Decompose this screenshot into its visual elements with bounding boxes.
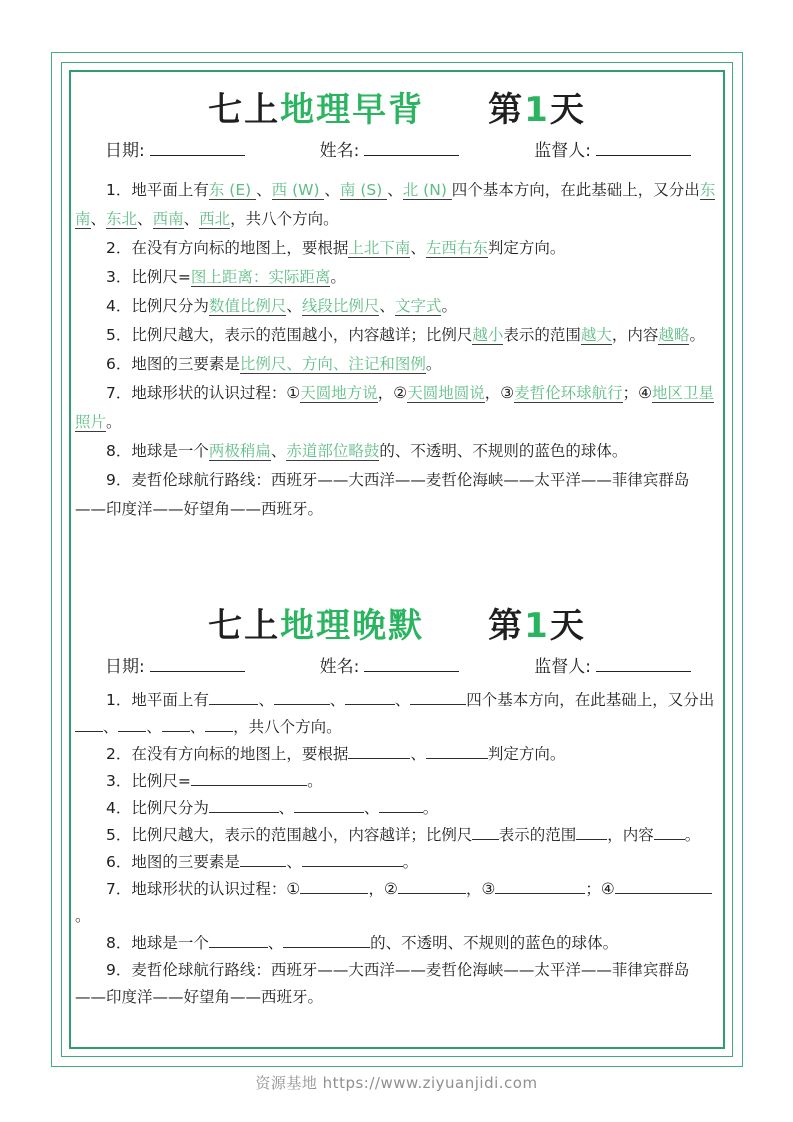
key-term: 线段比例尺 — [301, 297, 380, 316]
item-text: ，共八个方向。 — [233, 718, 342, 737]
fill-in-blank[interactable] — [191, 771, 307, 786]
item-text: 。 — [106, 413, 122, 432]
item-text: 、 — [286, 853, 302, 872]
item-text: 、 — [90, 210, 107, 229]
section-title — [75, 88, 719, 132]
item-text: ，内容 — [607, 826, 654, 845]
fill-in-blank[interactable] — [118, 717, 146, 732]
fill-in-blank[interactable] — [410, 690, 466, 705]
fill-in-blank[interactable] — [398, 879, 466, 894]
fill-in-blank[interactable] — [75, 717, 103, 732]
fill-in-blank[interactable] — [495, 879, 585, 894]
item-text: 、 — [256, 181, 272, 200]
section-evening-dictation — [75, 604, 719, 1011]
list-item — [75, 321, 719, 350]
title-day — [488, 604, 586, 648]
supervisor-blank-line[interactable] — [596, 659, 691, 672]
item-text: 。 — [425, 355, 442, 374]
item-list-morning — [75, 176, 719, 524]
fill-in-blank[interactable] — [426, 744, 488, 759]
date-field — [105, 652, 245, 677]
item-text: 、 — [329, 691, 346, 710]
day-prefix: 第 — [488, 90, 525, 130]
day-prefix: 第 — [488, 606, 525, 647]
fill-in-blank[interactable] — [654, 825, 685, 840]
key-term: 数值比例尺 — [208, 297, 287, 316]
list-item — [75, 930, 719, 957]
item-text: 8．地球是一个 — [106, 934, 209, 953]
item-text: 判定方向。 — [487, 239, 566, 258]
header-fields — [75, 652, 719, 677]
fill-in-blank[interactable] — [615, 879, 668, 894]
item-text: 2．在没有方向标的地图上，要根据 — [106, 745, 349, 764]
fill-in-blank[interactable] — [283, 933, 370, 948]
page-border-outer — [51, 52, 743, 1067]
name-blank-line[interactable] — [364, 143, 459, 156]
name-label: 姓名: — [319, 141, 360, 162]
list-item — [75, 263, 719, 292]
item-text: 四个基本方向，在此基础上，又分出 — [466, 691, 715, 710]
item-text: 7．地球形状的认识过程：① — [106, 880, 301, 899]
key-term: 东北 — [106, 210, 138, 229]
key-term: 麦哲伦环球航行 — [514, 384, 623, 403]
supervisor-field — [534, 652, 691, 677]
item-text: 、 — [387, 181, 403, 200]
key-term: 赤道部位略鼓 — [286, 442, 380, 461]
item-text: 。 — [441, 297, 457, 316]
title-day — [488, 88, 586, 132]
key-term: 比例尺、方向、注记和图例 — [239, 355, 426, 374]
key-term: 图上距离：实际距离 — [190, 268, 331, 287]
section-title — [75, 604, 719, 648]
item-list-evening — [75, 687, 719, 1011]
item-text: 3．比例尺= — [106, 772, 191, 791]
item-text: ，② — [368, 880, 398, 899]
item-text: 判定方向。 — [487, 745, 566, 764]
fill-in-blank[interactable] — [300, 879, 368, 894]
key-term: 南 (S) — [339, 181, 388, 200]
title-text — [208, 88, 424, 132]
list-item — [75, 876, 719, 930]
item-text: 、 — [278, 799, 295, 818]
item-text: 、 — [270, 442, 287, 461]
list-item — [75, 176, 719, 234]
item-text: 、 — [258, 691, 274, 710]
key-term: 天圆地方说 — [300, 384, 378, 403]
item-text: 、 — [324, 181, 340, 200]
key-term: 地区卫星照片 — [75, 384, 715, 432]
list-item — [75, 849, 719, 876]
title-course: 七上 — [208, 606, 281, 647]
item-text: 的、不透明、不规则的蓝色的球体。 — [379, 442, 628, 461]
fill-in-blank[interactable] — [667, 879, 712, 894]
item-text: 。 — [402, 853, 419, 872]
list-item — [75, 379, 719, 437]
item-text: 、 — [379, 297, 395, 316]
item-text: 、 — [410, 239, 426, 258]
key-term: 左西右东 — [425, 239, 488, 258]
item-text: 表示的范围 — [503, 326, 581, 345]
day-suffix: 天 — [549, 90, 586, 130]
key-term: 西北 — [199, 210, 231, 229]
list-item — [75, 234, 719, 263]
list-item — [75, 795, 719, 822]
fill-in-blank[interactable] — [209, 933, 268, 948]
worksheet-page — [69, 70, 725, 1049]
item-text: 5．比例尺越大，表示的范围越小，内容越详；比例尺 — [106, 326, 473, 345]
key-term: 东 (E) — [208, 181, 257, 200]
supervisor-label: 监督人: — [534, 141, 591, 162]
list-item — [75, 350, 719, 379]
item-text: 。 — [307, 772, 323, 791]
item-text: 1．地平面上有 — [106, 691, 209, 710]
item-text: 4．比例尺分为 — [106, 297, 209, 316]
key-term: 越小 — [472, 326, 504, 345]
item-text: 。 — [689, 326, 705, 345]
item-text: 、 — [102, 718, 119, 737]
key-term: 北 (N) — [402, 181, 452, 200]
name-blank-line[interactable] — [364, 659, 459, 672]
list-item — [75, 466, 719, 524]
date-label: 日期: — [105, 657, 145, 678]
name-field — [320, 652, 460, 677]
title-text — [208, 604, 424, 648]
item-text: 9．麦哲伦球航行路线：西班牙——大西洋——麦哲伦海峡——太平洋——菲律宾群岛——印度洋——好望角——西班牙。 — [75, 961, 690, 1007]
item-text: 8．地球是一个 — [106, 442, 209, 461]
fill-in-blank[interactable] — [302, 852, 403, 867]
item-text: ；④ — [622, 384, 653, 403]
date-label: 日期: — [105, 141, 145, 162]
item-text: ，③ — [466, 880, 496, 899]
item-text: 6．地图的三要素是 — [106, 853, 240, 872]
list-item — [75, 768, 719, 795]
key-term: 西 (W) — [271, 181, 325, 200]
item-text: ，② — [377, 384, 408, 403]
item-text: 。 — [422, 799, 439, 818]
item-text: 。 — [330, 268, 346, 287]
fill-in-blank[interactable] — [576, 825, 607, 840]
item-text: 9．麦哲伦球航行路线：西班牙——大西洋——麦哲伦海峡——太平洋——菲律宾群岛——印度洋——好望角——西班牙。 — [75, 471, 690, 519]
fill-in-blank[interactable] — [205, 717, 233, 732]
fill-in-blank[interactable] — [345, 690, 395, 705]
fill-in-blank[interactable] — [209, 798, 279, 813]
fill-in-blank[interactable] — [294, 798, 364, 813]
section-morning-recitation — [75, 88, 719, 524]
item-text: 、 — [394, 691, 411, 710]
item-text: 7．地球形状的认识过程：① — [106, 384, 301, 403]
item-text: ，共八个方向。 — [230, 210, 339, 229]
supervisor-label: 监督人: — [534, 657, 591, 678]
date-blank-line[interactable] — [150, 659, 245, 672]
fill-in-blank[interactable] — [274, 690, 330, 705]
item-text: 、 — [286, 297, 302, 316]
key-term: 东南 — [75, 181, 716, 229]
list-item — [75, 957, 719, 1011]
item-text: 3．比例尺= — [106, 268, 191, 287]
item-text: 的、不透明、不规则的蓝色的球体。 — [370, 934, 619, 953]
item-text: 2．在没有方向标的地图上，要根据 — [106, 239, 349, 258]
list-item — [75, 687, 719, 741]
item-text: 6．地图的三要素是 — [106, 355, 240, 374]
fill-in-blank[interactable] — [162, 717, 190, 732]
fill-in-blank[interactable] — [472, 825, 498, 840]
list-item — [75, 292, 719, 321]
fill-in-blank[interactable] — [209, 690, 259, 705]
item-text: ，③ — [484, 384, 515, 403]
item-text: 、 — [146, 718, 162, 737]
item-text: 5．比例尺越大，表示的范围越小，内容越详；比例尺 — [106, 826, 473, 845]
page-border-middle — [61, 62, 733, 1057]
fill-in-blank[interactable] — [379, 798, 422, 813]
key-term: 越略 — [658, 326, 690, 345]
item-text: 。 — [75, 907, 91, 926]
list-item — [75, 741, 719, 768]
supervisor-blank-line[interactable] — [596, 143, 691, 156]
item-text: 1．地平面上有 — [106, 181, 209, 200]
item-text: 、 — [189, 718, 206, 737]
item-text: 、 — [363, 799, 380, 818]
fill-in-blank[interactable] — [240, 852, 287, 867]
day-number: 1 — [524, 606, 550, 647]
title-subject: 地理早背 — [280, 90, 425, 130]
header-fields — [75, 136, 719, 161]
fill-in-blank[interactable] — [348, 744, 410, 759]
key-term: 文字式 — [394, 297, 442, 316]
item-text: 、 — [137, 210, 153, 229]
item-text: ；④ — [585, 880, 615, 899]
item-text: 、 — [410, 745, 426, 764]
list-item — [75, 437, 719, 466]
title-course: 七上 — [208, 90, 281, 130]
item-text: ，内容 — [611, 326, 659, 345]
key-term: 上北下南 — [348, 239, 411, 258]
supervisor-field — [534, 136, 691, 161]
item-text: 。 — [684, 826, 701, 845]
item-text: 、 — [267, 934, 284, 953]
key-term: 越大 — [580, 326, 612, 345]
name-label: 姓名: — [319, 657, 360, 678]
day-number: 1 — [524, 90, 550, 130]
footer-url: 资源基地 https://www.ziyuanjidi.com — [255, 1074, 538, 1092]
list-item — [75, 822, 719, 849]
item-text: 四个基本方向，在此基础上，又分出 — [451, 181, 700, 200]
date-field — [105, 136, 245, 161]
key-term: 两极稍扁 — [208, 442, 271, 461]
key-term: 天圆地圆说 — [407, 384, 485, 403]
key-term: 西南 — [152, 210, 184, 229]
item-text: 、 — [183, 210, 200, 229]
name-field — [320, 136, 460, 161]
day-suffix: 天 — [549, 606, 586, 647]
item-text: 表示的范围 — [498, 826, 577, 845]
item-text: 4．比例尺分为 — [106, 799, 209, 818]
date-blank-line[interactable] — [150, 143, 245, 156]
title-subject: 地理晚默 — [280, 606, 425, 647]
